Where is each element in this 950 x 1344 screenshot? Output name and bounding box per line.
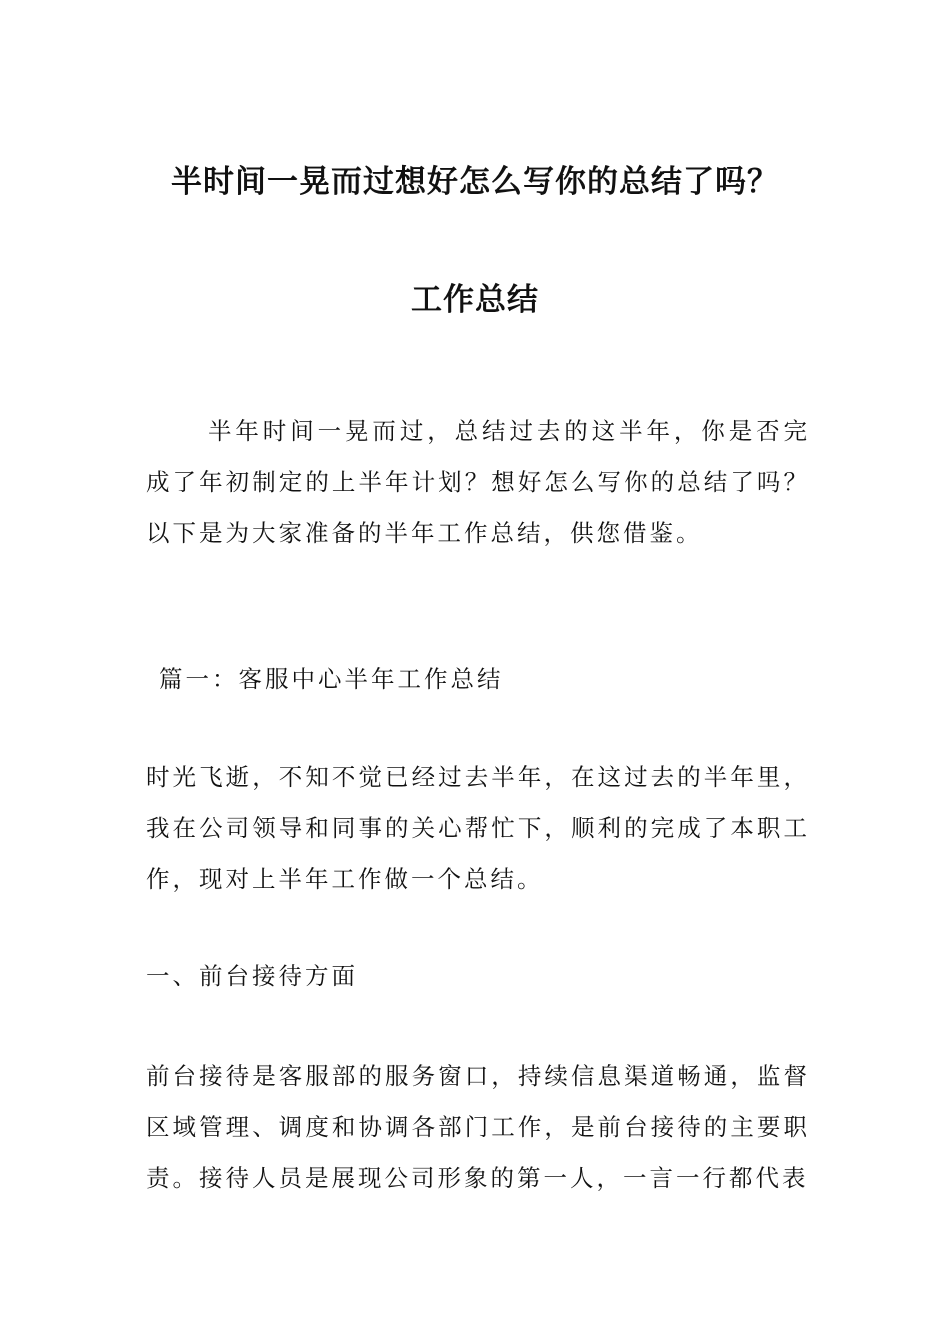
document-title: 半时间一晃而过想好怎么写你的总结了吗？	[171, 164, 779, 200]
body-paragraph-1: 时光飞逝，不知不觉已经过去半年，在这过去的半年里，我在公司领导和同事的关心帮忙下，顺利的完成了本职工作，现对上半年工作做一个总结。	[146, 763, 810, 893]
intro-paragraph: 半年时间一晃而过，总结过去的这半年，你是否完成了年初制定的上半年计划？想好怎么写你的总结了吗？以下是为大家准备的半年工作总结，供您借鉴。	[146, 417, 810, 547]
body-paragraph-2: 前台接待是客服部的服务窗口，持续信息渠道畅通，监督区域管理、调度和协调各部门工作，是前台接待的主要职责。接待人员是展现公司形象的第一人，一言一行都代表	[146, 1062, 810, 1192]
section-heading: 篇一：客服中心半年工作总结	[159, 665, 504, 693]
subheading-front-desk: 一、前台接待方面	[146, 962, 358, 990]
document-subtitle: 工作总结	[411, 282, 539, 318]
